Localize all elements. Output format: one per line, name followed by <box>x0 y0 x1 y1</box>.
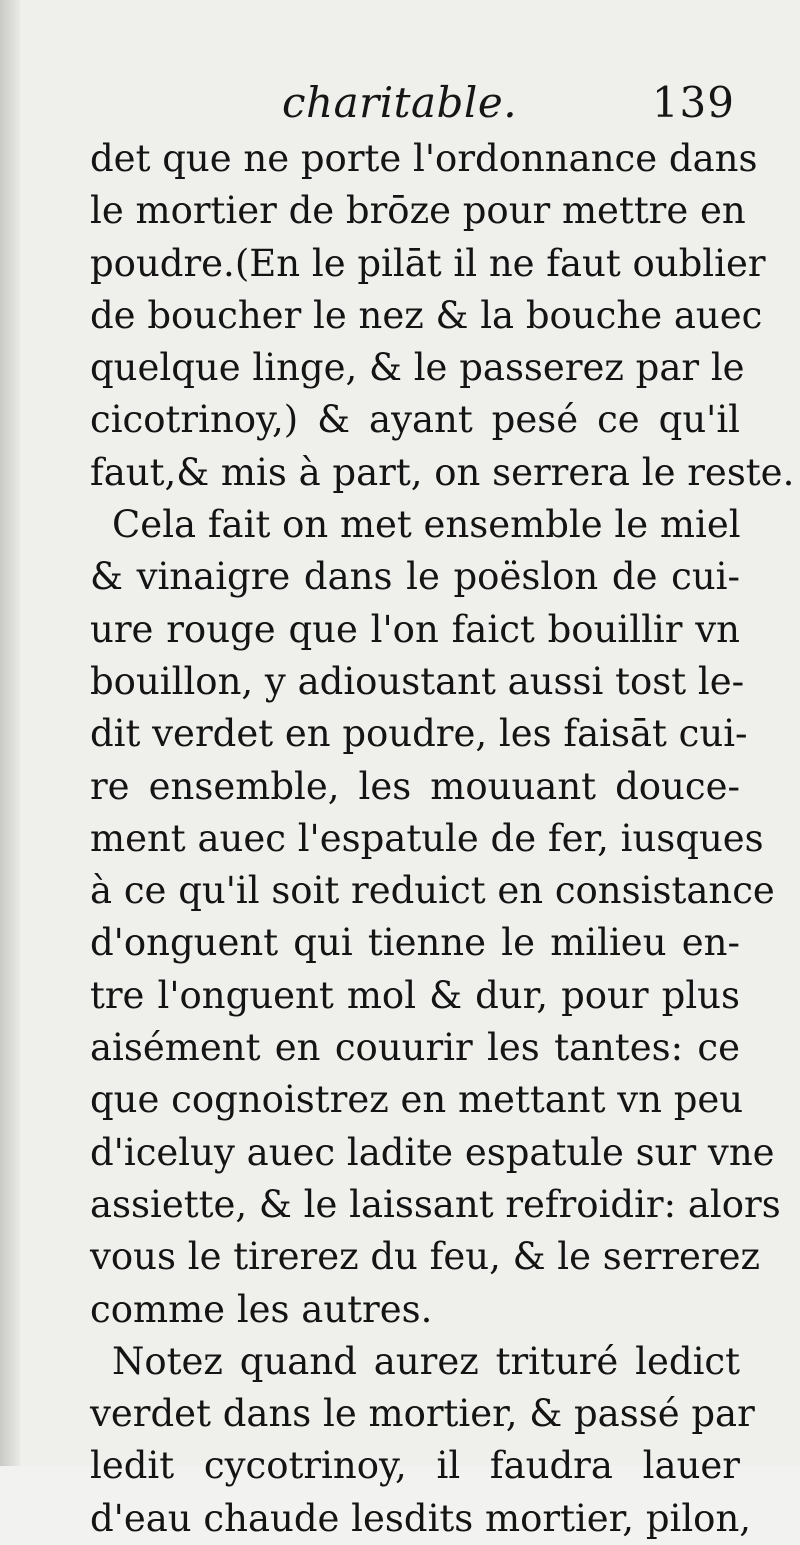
text-line: à ce qu'il soit reduict en consistance <box>90 869 775 913</box>
text-line: de boucher le nez & la bouche auec <box>90 293 763 337</box>
text-line: d'onguent qui tienne le milieu en- <box>90 921 740 965</box>
paragraph-start-line: Notez quand aurez trituré ledict <box>112 1339 740 1383</box>
text-line: que cognoistrez en mettant vn peu <box>90 1078 744 1122</box>
running-title: charitable. <box>282 78 518 127</box>
page-number: 139 <box>651 78 735 127</box>
text-line: ment auec l'espatule de fer, iusques <box>90 816 764 860</box>
text-line: assiette, & le laissant refroidir: alors <box>90 1182 781 1226</box>
paragraph-start-line: Cela fait on met ensemble le miel <box>112 503 741 547</box>
text-line: d'eau chaude lesdits mortier, pilon, <box>90 1496 752 1540</box>
text-line: dit verdet en poudre, les faisāt cui- <box>90 712 748 756</box>
text-line: cicotrinoy,) & ayant pesé ce qu'il <box>90 398 740 442</box>
text-line: quelque linge, & le passerez par le <box>90 346 745 390</box>
running-header <box>92 70 735 130</box>
text-line: aisément en couurir les tantes: ce <box>90 1026 740 1070</box>
text-line: le mortier de brōze pour mettre en <box>90 189 746 233</box>
text-line: verdet dans le mortier, & passé par <box>90 1392 755 1436</box>
paragraph-end-line: comme les autres. <box>90 1287 433 1331</box>
text-line: re ensemble, les mouuant douce- <box>90 764 740 808</box>
text-line: d'iceluy auec ladite espatule sur vne <box>90 1130 775 1174</box>
text-line: det que ne porte l'ordonnance dans <box>90 137 758 180</box>
text-line: bouillon, y adioustant aussi tost le- <box>90 659 745 703</box>
text-line: ledit cycotrinoy, il faudra lauer <box>90 1444 740 1488</box>
text-line: faut,& mis à part, on serrera le reste. <box>90 450 795 494</box>
text-line: poudre.(En le pilāt il ne faut oublier <box>90 241 766 285</box>
text-line: vous le tirerez du feu, & le serrerez <box>90 1235 761 1279</box>
body-text <box>90 133 795 1545</box>
text-line: tre l'onguent mol & dur, pour plus <box>90 973 740 1017</box>
text-line: ure rouge que l'on faict bouillir vn <box>90 607 740 651</box>
page-edge-shadow <box>0 0 20 1466</box>
text-line: & vinaigre dans le poëslon de cui- <box>90 555 740 599</box>
